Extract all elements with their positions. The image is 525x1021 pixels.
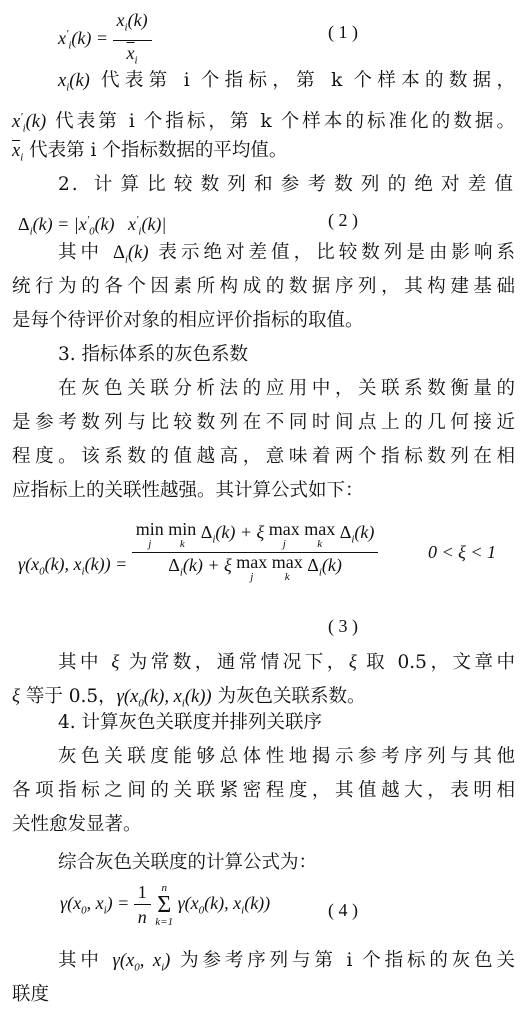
equation-3-condition: 0 < ξ < 1 — [428, 542, 497, 562]
step2-heading: 2. 计算比较数列和参考数列的绝对差值 — [58, 174, 515, 195]
para1-line2: $x'_i(k)$ 代表第 i 个指标，第 k 个样本的标准化的数据。 — [12, 111, 515, 135]
equation-1-fraction: $\frac{x_i(k)}{\overline{x}_i}$ — [113, 8, 152, 72]
equation-1: $x'_i(k)$ = $\frac{x_i(k)}{\overline{x}_i}$ — [58, 8, 152, 72]
step3-line4: 应指标上的关联性越强。其计算公式如下： — [12, 480, 364, 501]
step4-line3: 关性愈发显著。 — [12, 814, 142, 835]
equation-2: $\Delta_i(k) = |x'_0(k)$ $x'_i(k)|$ — [18, 214, 167, 238]
equation-3-fraction: min j min k $\Delta_i(k) + \xi$ max j max k $\Delta_i(k)$ $\Delta_i(k) + \xi$ max j max k $\Delta_i(k)$ — [132, 520, 379, 584]
equation-3: $\gamma(x_0(k)$, $x_i(k)$) = min j min k $\Delta_i(k) + \xi$ max j max k $\Delta_i(k)$ $\Delta_i(k) + \xi$ max j max k $\Delta_i(k)$ — [18, 520, 378, 584]
equation-1-number: ( 1 ) — [328, 22, 358, 42]
step4-line4: 综合灰色关联度的计算公式为： — [58, 852, 318, 873]
equation-4-number: ( 4 ) — [328, 900, 358, 920]
step4-heading: 4. 计算灰色关联度并排列关联序 — [58, 712, 323, 733]
step3-line1: 在灰色关联分析法的应用中，关联系数衡量的 — [58, 378, 515, 399]
step3-line3: 程度。该系数的值越高，意味着两个指标数列在相 — [12, 446, 515, 467]
step2-line1: 其中 $\Delta_i(k)$ 表示绝对差值，比较数列是由影响系 — [58, 242, 515, 266]
step4-after1: 其中 $\gamma(x_0$, $x_i$) 为参考序列与第 i 个指标的灰色关 — [58, 950, 516, 974]
step2-line2: 统行为的各个因素所构成的数据序列，其构建基础 — [12, 276, 515, 297]
step3-after1: 其中 ξ 为常数，通常情况下，ξ 取 0.5，文章中 — [58, 652, 515, 673]
para1-line3: $\overline{x}_i$ 代表第 i 个指标数据的平均值。 — [12, 140, 288, 164]
step2-line3: 是每个待评价对象的相应评价指标的取值。 — [12, 310, 364, 331]
para1-line1: $x_i(k)$ 代表第 i 个指标，第 k 个样本的数据， — [58, 70, 515, 94]
equation-4: $\gamma(x_0$, $x_i$) = $\frac{1}{n}$ n Σ k=1 $\gamma(x_0(k)$, $x_i(k)$) — [60, 881, 271, 928]
step4-line1: 灰色关联度能够总体性地揭示参考序列与其他 — [58, 746, 515, 767]
equation-2-number: ( 2 ) — [328, 210, 358, 230]
step3-heading: 3. 指标体系的灰色系数 — [58, 344, 249, 365]
step3-line2: 是参考数列与比较数列在不同时间点上的几何接近 — [12, 412, 515, 433]
equation-4-fraction: $\frac{1}{n}$ — [134, 880, 151, 929]
step4-line2: 各项指标之间的关联紧密程度，其值越大，表明相 — [12, 780, 515, 801]
step3-after2: ξ 等于 0.5，$\gamma(x_0(k)$, $x_i(k)$) 为灰色关联系数。 — [12, 686, 366, 710]
equation-3-number: ( 3 ) — [328, 616, 358, 636]
step4-after2: 联度 — [12, 984, 50, 1005]
